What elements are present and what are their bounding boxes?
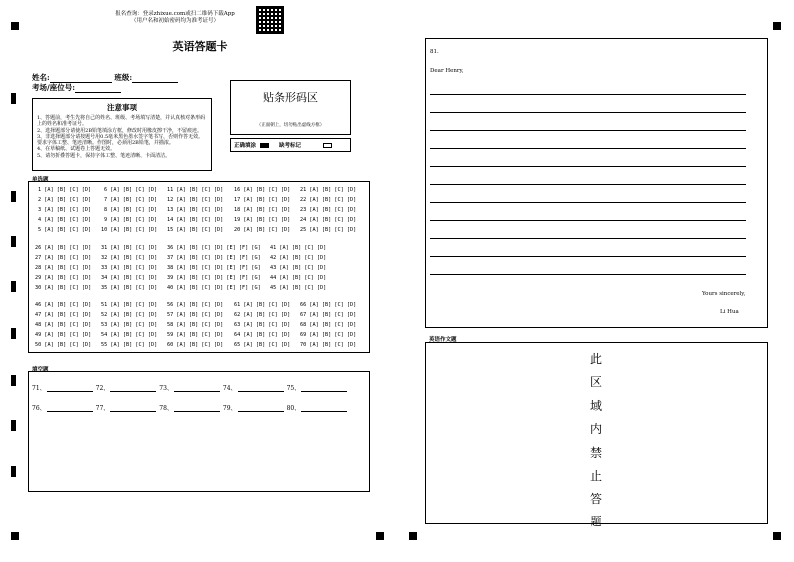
writing-line[interactable] bbox=[430, 202, 746, 203]
qr-code bbox=[256, 6, 284, 34]
writing-line[interactable] bbox=[430, 148, 746, 149]
blank-number: 77、 bbox=[95, 405, 110, 412]
mc-question[interactable]: 31 [A] [B] [C] [D] bbox=[101, 245, 158, 251]
mc-question[interactable]: 55 [A] [B] [C] [D] bbox=[101, 342, 158, 348]
mc-question[interactable]: 10 [A] [B] [C] [D] bbox=[101, 227, 158, 233]
mc-question[interactable]: 39 [A] [B] [C] [D] [E] [F] [G] bbox=[167, 275, 261, 281]
class-label: 班级: bbox=[114, 73, 133, 82]
mc-question[interactable]: 18 [A] [B] [C] [D] bbox=[234, 207, 291, 213]
blank-line[interactable] bbox=[110, 384, 156, 392]
side-mark bbox=[11, 328, 16, 339]
notice-item: 5、请勿折叠答题卡，保持字体工整、笔迹清晰、卡面清洁。 bbox=[37, 152, 171, 159]
notice-list bbox=[33, 115, 211, 159]
mc-question[interactable]: 4 [A] [B] [C] [D] bbox=[38, 217, 92, 223]
blank-number: 74、 bbox=[222, 385, 237, 392]
mc-question[interactable]: 8 [A] [B] [C] [D] bbox=[104, 207, 158, 213]
fill-blank-row bbox=[32, 383, 347, 392]
side-mark bbox=[11, 420, 16, 431]
side-mark bbox=[11, 93, 16, 104]
mc-question[interactable]: 30 [A] [B] [C] [D] bbox=[35, 285, 92, 291]
letter-closing: Yours sincerely, bbox=[702, 291, 746, 297]
side-mark bbox=[11, 281, 16, 292]
corner-mark-bottom-left bbox=[11, 532, 19, 540]
mc-question[interactable]: 23 [A] [B] [C] [D] bbox=[300, 207, 357, 213]
forbidden-char: 内 bbox=[589, 422, 602, 436]
writing-line[interactable] bbox=[430, 130, 746, 131]
forbidden-char: 此 bbox=[589, 352, 602, 366]
missing-mark-label: 缺考标记 bbox=[279, 143, 302, 149]
blank-number: 73、 bbox=[159, 385, 173, 392]
writing-line[interactable] bbox=[430, 184, 746, 185]
writing-line[interactable] bbox=[430, 238, 746, 239]
writing-box bbox=[425, 38, 768, 328]
class-field[interactable] bbox=[132, 74, 178, 83]
mc-question[interactable]: 12 [A] [B] [C] [D] bbox=[167, 197, 224, 203]
forbidden-char: 止 bbox=[589, 469, 602, 483]
mc-question[interactable]: 66 [A] [B] [C] [D] bbox=[300, 302, 357, 308]
mc-question[interactable]: 42 [A] [B] [C] [D] bbox=[270, 255, 327, 261]
blank-line[interactable] bbox=[238, 384, 284, 392]
exam-room-field[interactable] bbox=[75, 84, 121, 93]
blank-line[interactable] bbox=[301, 404, 347, 412]
mc-question[interactable]: 70 [A] [B] [C] [D] bbox=[300, 342, 357, 348]
blank-number: 75、 bbox=[286, 385, 301, 392]
writing-line[interactable] bbox=[430, 94, 746, 95]
side-mark bbox=[11, 236, 16, 247]
mc-question[interactable]: 24 [A] [B] [C] [D] bbox=[300, 217, 357, 223]
forbidden-char: 区 bbox=[589, 375, 602, 389]
mc-question[interactable]: 5 [A] [B] [C] [D] bbox=[38, 227, 92, 233]
notice-item: 1、答题前，考生先将自己的姓名、班级、考场填写清楚，并认真核对条形码上的姓名和准考证号。 bbox=[37, 115, 206, 128]
mc-question[interactable]: 38 [A] [B] [C] [D] [E] [F] [G] bbox=[167, 265, 261, 271]
blank-number: 76、 bbox=[32, 405, 46, 412]
mc-question[interactable]: 25 [A] [B] [C] [D] bbox=[300, 227, 357, 233]
side-mark bbox=[11, 466, 16, 477]
fill-blank-section-label: 填空题 bbox=[32, 367, 49, 373]
barcode-area bbox=[230, 80, 351, 135]
name-label: 姓名: bbox=[32, 73, 50, 82]
mc-question[interactable]: 54 [A] [B] [C] [D] bbox=[101, 332, 158, 338]
mc-question[interactable]: 43 [A] [B] [C] [D] bbox=[270, 265, 327, 271]
notice-item: 2、选择题部分请使用2B铅笔填涂方框，修改时用橡皮擦干净，不留痕迹。 bbox=[37, 127, 203, 134]
mc-section-label: 单选题 bbox=[32, 177, 49, 183]
blank-number: 78、 bbox=[159, 405, 173, 412]
mc-question[interactable]: 6 [A] [B] [C] [D] bbox=[104, 187, 158, 193]
correct-fill-swatch bbox=[260, 143, 269, 148]
mc-question[interactable]: 61 [A] [B] [C] [D] bbox=[234, 302, 291, 308]
mc-question[interactable]: 20 [A] [B] [C] [D] bbox=[234, 227, 291, 233]
question-number: 81. bbox=[430, 49, 439, 55]
mc-question[interactable]: 34 [A] [B] [C] [D] bbox=[101, 275, 158, 281]
forbidden-char: 域 bbox=[589, 399, 602, 413]
mc-question[interactable]: 45 [A] [B] [C] [D] bbox=[270, 285, 327, 291]
mc-question[interactable]: 17 [A] [B] [C] [D] bbox=[234, 197, 291, 203]
header-note-line1: 报名查询：登录zhixue.com或扫二维码下载App bbox=[115, 11, 235, 17]
mc-question[interactable]: 69 [A] [B] [C] [D] bbox=[300, 332, 357, 338]
corner-mark-bottom-mid-right bbox=[409, 532, 417, 540]
mc-question[interactable]: 67 [A] [B] [C] [D] bbox=[300, 312, 357, 318]
mc-question[interactable]: 65 [A] [B] [C] [D] bbox=[234, 342, 291, 348]
mc-question[interactable]: 40 [A] [B] [C] [D] [E] [F] [G] bbox=[167, 285, 261, 291]
letter-greeting: Dear Henry, bbox=[430, 68, 464, 74]
corner-mark-bottom-mid-left bbox=[376, 532, 384, 540]
mc-question[interactable]: 29 [A] [B] [C] [D] bbox=[35, 275, 92, 281]
barcode-hint: （正面朝上，切勿贴出虚线方框） bbox=[256, 123, 325, 128]
mc-question[interactable]: 3 [A] [B] [C] [D] bbox=[38, 207, 92, 213]
mc-question[interactable]: 44 [A] [B] [C] [D] bbox=[270, 275, 327, 281]
writing-line[interactable] bbox=[430, 274, 746, 275]
header-note-line2: （用户名和初始密码均为准考证号） bbox=[130, 18, 219, 24]
mc-question[interactable]: 37 [A] [B] [C] [D] [E] [F] [G] bbox=[167, 255, 261, 261]
forbidden-char: 题 bbox=[590, 515, 602, 528]
mc-question[interactable]: 49 [A] [B] [C] [D] bbox=[35, 332, 92, 338]
blank-line[interactable] bbox=[47, 384, 93, 392]
mc-question[interactable]: 35 [A] [B] [C] [D] bbox=[101, 285, 158, 291]
mc-question[interactable]: 52 [A] [B] [C] [D] bbox=[101, 312, 158, 318]
mc-question[interactable]: 9 [A] [B] [C] [D] bbox=[104, 217, 158, 223]
mc-question[interactable]: 1 [A] [B] [C] [D] bbox=[38, 187, 92, 193]
missing-mark-checkbox[interactable] bbox=[323, 143, 332, 148]
exam-room-row bbox=[32, 82, 121, 93]
mc-question[interactable]: 19 [A] [B] [C] [D] bbox=[234, 217, 291, 223]
mc-question[interactable]: 50 [A] [B] [C] [D] bbox=[35, 342, 92, 348]
mc-question[interactable]: 62 [A] [B] [C] [D] bbox=[234, 312, 291, 318]
mc-question[interactable]: 57 [A] [B] [C] [D] bbox=[167, 312, 224, 318]
exam-room-label: 考场/座位号: bbox=[32, 83, 76, 92]
mc-question[interactable]: 64 [A] [B] [C] [D] bbox=[234, 332, 291, 338]
mc-question[interactable]: 59 [A] [B] [C] [D] bbox=[167, 332, 224, 338]
side-mark bbox=[11, 375, 16, 386]
mc-question[interactable]: 14 [A] [B] [C] [D] bbox=[167, 217, 224, 223]
letter-signature: Li Hua bbox=[720, 309, 739, 315]
mc-question[interactable]: 48 [A] [B] [C] [D] bbox=[35, 322, 92, 328]
mc-question[interactable]: 46 [A] [B] [C] [D] bbox=[35, 302, 92, 308]
blank-number: 80、 bbox=[286, 405, 301, 412]
mc-question[interactable]: 53 [A] [B] [C] [D] bbox=[101, 322, 158, 328]
mc-question[interactable]: 63 [A] [B] [C] [D] bbox=[234, 322, 291, 328]
forbidden-char: 禁 bbox=[589, 446, 602, 460]
notice-item: 4、在草稿纸、试题卷上答题无效。 bbox=[37, 146, 116, 153]
blank-number: 72、 bbox=[95, 385, 110, 392]
mc-question[interactable]: 33 [A] [B] [C] [D] bbox=[101, 265, 158, 271]
mc-question[interactable]: 16 [A] [B] [C] [D] bbox=[234, 187, 291, 193]
writing-line[interactable] bbox=[430, 166, 746, 167]
blank-line[interactable] bbox=[301, 384, 347, 392]
mc-question[interactable]: 27 [A] [B] [C] [D] bbox=[35, 255, 92, 261]
page-title: 英语答题卡 bbox=[172, 40, 228, 53]
blank-line[interactable] bbox=[47, 404, 93, 412]
fill-legend bbox=[230, 138, 351, 152]
mc-question[interactable]: 11 [A] [B] [C] [D] bbox=[167, 187, 224, 193]
mc-question[interactable]: 7 [A] [B] [C] [D] bbox=[104, 197, 158, 203]
mc-question[interactable]: 28 [A] [B] [C] [D] bbox=[35, 265, 92, 271]
blank-number: 79、 bbox=[222, 405, 237, 412]
notice-box bbox=[32, 98, 212, 171]
mc-question[interactable]: 60 [A] [B] [C] [D] bbox=[167, 342, 224, 348]
mc-question[interactable]: 68 [A] [B] [C] [D] bbox=[300, 322, 357, 328]
mc-question[interactable]: 56 [A] [B] [C] [D] bbox=[167, 302, 224, 308]
notice-item: 3、非选择题部分请按题号用0.5毫米黑色墨水签字笔书写，否则作答无效。要求字体工整、笔迹清晰。作图时，必须用2B铅笔，并描浓。 bbox=[37, 133, 204, 147]
mc-question[interactable]: 26 [A] [B] [C] [D] bbox=[35, 245, 92, 251]
composition-section-label: 英语作文题 bbox=[429, 337, 457, 343]
barcode-title: 贴条形码区 bbox=[263, 91, 318, 104]
mc-question[interactable]: 32 [A] [B] [C] [D] bbox=[101, 255, 158, 261]
mc-question[interactable]: 2 [A] [B] [C] [D] bbox=[38, 197, 92, 203]
blank-line[interactable] bbox=[174, 404, 220, 412]
mc-question[interactable]: 47 [A] [B] [C] [D] bbox=[35, 312, 92, 318]
corner-mark-top-left bbox=[11, 22, 19, 30]
mc-question[interactable]: 15 [A] [B] [C] [D] bbox=[167, 227, 224, 233]
writing-line[interactable] bbox=[430, 220, 746, 221]
blank-line[interactable] bbox=[110, 404, 156, 412]
mc-question[interactable]: 41 [A] [B] [C] [D] bbox=[270, 245, 327, 251]
mc-question[interactable]: 58 [A] [B] [C] [D] bbox=[167, 322, 224, 328]
header-note bbox=[100, 11, 250, 25]
writing-line[interactable] bbox=[430, 112, 746, 113]
forbidden-char: 答 bbox=[589, 492, 602, 506]
mc-question[interactable]: 21 [A] [B] [C] [D] bbox=[300, 187, 357, 193]
blank-number: 71、 bbox=[32, 385, 46, 392]
correct-fill-label: 正确填涂 bbox=[234, 143, 257, 149]
fill-blank-row bbox=[32, 403, 347, 412]
mc-question[interactable]: 13 [A] [B] [C] [D] bbox=[167, 207, 224, 213]
mc-question[interactable]: 22 [A] [B] [C] [D] bbox=[300, 197, 357, 203]
mc-question[interactable]: 51 [A] [B] [C] [D] bbox=[101, 302, 158, 308]
blank-line[interactable] bbox=[238, 404, 284, 412]
side-mark bbox=[11, 191, 16, 202]
corner-mark-top-right bbox=[773, 22, 781, 30]
blank-line[interactable] bbox=[174, 384, 220, 392]
corner-mark-bottom-right bbox=[773, 532, 781, 540]
notice-title: 注意事项 bbox=[107, 103, 137, 112]
mc-question[interactable]: 36 [A] [B] [C] [D] [E] [F] [G] bbox=[167, 245, 261, 251]
writing-line[interactable] bbox=[430, 256, 746, 257]
